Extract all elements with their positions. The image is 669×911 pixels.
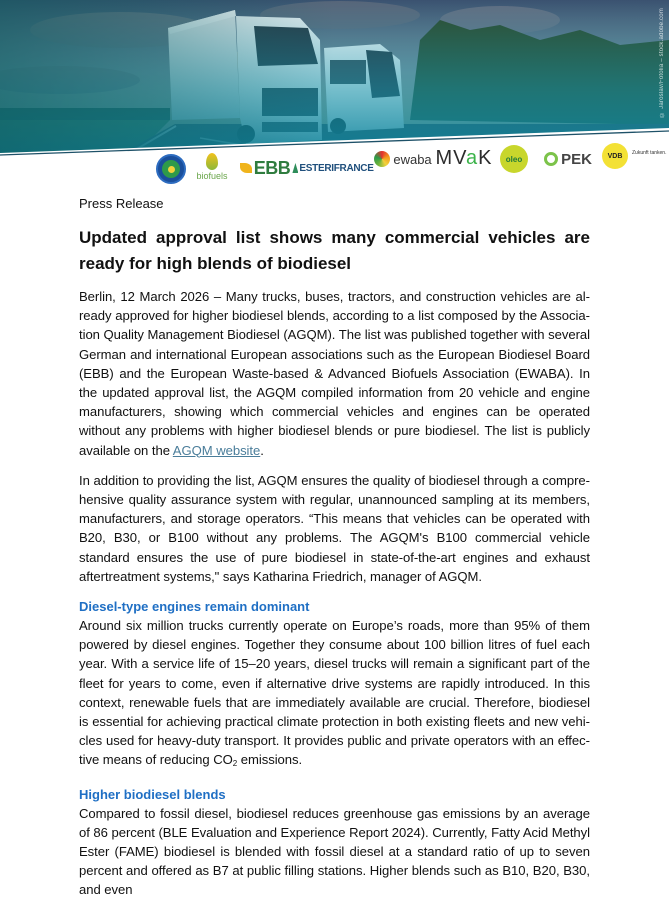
paragraph-diesel-engines: Around six million trucks currently operate on Europe’s roads, more than 95% of them powered by diesel engines. Together they consume about 100 billion litres of fuel each year. With a service life of 15–20 years, diesel trucks will remain a significant part of the fleet for years to come, even if alternative drive systems are rapidly introduced. In this context, renewable fuels that are immediately available are crucial. Therefore, biodiesel is essential for achieving practical climate protection in both existing fleets and new vehicles used for heavy-duty transport. It provides public and private operators with an effective means of reducing $CO_2$ emissions. bbox=[79, 618, 590, 769]
oleo-logo: oleo bbox=[500, 145, 528, 173]
section-heading-higher-blends: Higher biodiesel blends bbox=[79, 786, 226, 802]
document-type-label: Press Release bbox=[79, 196, 164, 211]
partner-logos-row bbox=[150, 140, 669, 188]
leaf-icon bbox=[240, 163, 252, 173]
truck-bus-photo bbox=[0, 0, 669, 160]
pek-logo: PEK bbox=[538, 148, 598, 170]
ebb-logo: EBB bbox=[236, 156, 294, 180]
section-heading-diesel-engines: Diesel-type engines remain dominant bbox=[79, 599, 310, 615]
ring-icon bbox=[544, 152, 558, 166]
esterifrance-logo: ESTERIFRANCE bbox=[292, 158, 374, 178]
press-release-body bbox=[79, 196, 590, 911]
paragraph-higher-blends: Compared to fossil diesel, biodiesel reduces greenhouse gas emissions by an average of 86 percent (BLE Evaluation and Experience Report 2024). Currently, Fatty Acid Methyl Ester (FAME) biodiesel is blended with fossil diesel at a standard ratio of up to seven percent and offered as B7 at public filling stations. Higher blends such as B10, B20, B30, and even bbox=[79, 805, 590, 898]
paragraph-quality: In addition to providing the list, AGQM ensures the quality of biodiesel through a comprehensive quality assurance system with regular, unannounced sampling at its members, manufacturers, and storage operators. “This means that vehicles can be operated with B20, B30, or B100 without any problems. The AGQM's B100 commercial vehicle standard ensures the use of pure biodiesel in state-of-the-art engines and exhaust aftertreatment systems," says Katharina Friedrich, manager of AGQM. bbox=[79, 472, 590, 584]
agqm-website-link[interactable]: AGQM website bbox=[172, 442, 261, 458]
mvak-logo: MVaK bbox=[435, 146, 493, 169]
vdb-tagline: Zukunft tanken. bbox=[632, 150, 667, 156]
paragraph-intro: Berlin, 12 March 2026 – Many trucks, buses, tractors, and construction vehicles are already approved for higher biodiesel blends, according to a list composed by the Association Quality Management Biodiesel (AGQM). The list was published together with several German and international European associations such as the European Biodiesel Board (EBB) and the European Waste-based & Advanced Biofuels Association (EWABA). In the updated approval list, the AGQM compiled information from 20 vehicle and engine manufacturers, showing which commercial vehicles and engines can be operated without any problems with higher biodiesel blends or pure biodiesel. The list is publicly available on the AGQM website. bbox=[79, 289, 590, 458]
vdb-logo: VDB bbox=[602, 143, 628, 169]
header-banner-image bbox=[0, 0, 669, 160]
ewaba-logo: ewaba bbox=[370, 148, 436, 170]
photo-credit: © Jaroslav/Fotolia – stock.adobe.com bbox=[659, 8, 665, 117]
flower-icon bbox=[374, 151, 390, 167]
drop-icon bbox=[206, 153, 218, 170]
triangle-icon bbox=[292, 163, 298, 173]
agqm-logo bbox=[156, 154, 186, 184]
page-title: Updated approval list shows many commercial vehicles are ready for high blends of biodiesel bbox=[79, 228, 590, 273]
biofuels-logo: biofuels bbox=[196, 148, 228, 186]
